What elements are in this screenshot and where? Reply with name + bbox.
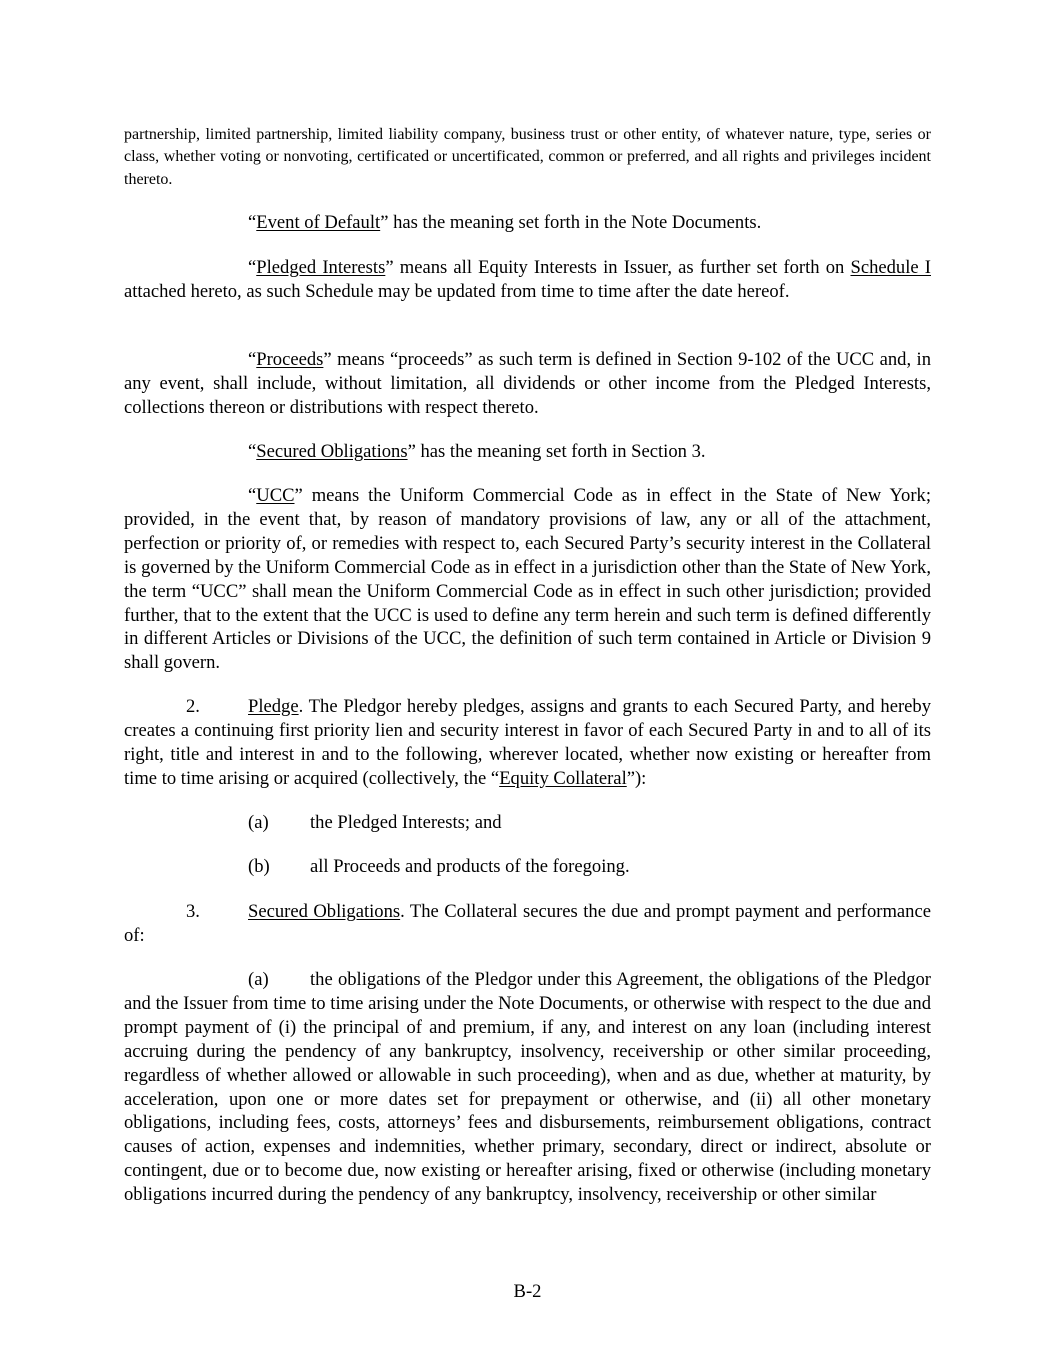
section-title: Secured Obligations <box>248 901 401 922</box>
defined-term: Proceeds <box>256 349 324 370</box>
definition-secured-obligations: “Secured Obligations” has the meaning set forth in Section 3. <box>248 441 706 462</box>
list-item: (b) all Proceeds and products of the foregoing. <box>248 856 630 877</box>
section-2-pledge: 2. Pledge. The Pledgor hereby pledges, assigns and grants to each Secured Party, and hereby creates a continuing first priority lien and security interest in favor of each Secured Party in and to all of its right, title and interest in and to the following, wherever located, whether now existing or hereafter from time to time arising or acquired (collectively, the “Equity Collateral”): <box>124 696 931 789</box>
definition-proceeds: “Proceeds” means “proceeds” as such term is defined in Section 9-102 of the UCC and, in any event, shall include, without limitation, all dividends or other income from the Pledged Interests, collections thereon or distributions with respect thereto. <box>124 349 931 418</box>
defined-term: Equity Collateral <box>499 767 627 789</box>
page-number: B-2 <box>513 1281 542 1302</box>
schedule-reference: Schedule I <box>850 257 931 278</box>
section-3-secured-obligations: 3. Secured Obligations. The Collateral secures the due and prompt payment and performance of: <box>124 901 931 946</box>
clause-label: (a) <box>248 969 269 990</box>
defined-term: UCC <box>256 485 295 506</box>
list-item: (a) the Pledged Interests; and <box>248 812 502 833</box>
definition-event-of-default: “Event of Default” has the meaning set forth in the Note Documents. <box>248 212 762 233</box>
defined-term: Secured Obligations <box>256 441 408 462</box>
defined-term: Event of Default <box>256 212 381 233</box>
section-title: Pledge <box>248 696 299 717</box>
section-3-clause-a: (a) the obligations of the Pledgor under this Agreement, the obligations of the Pledgor and the Issuer from time to time arising under the Note Documents, or otherwise with respect to the due and prompt payment of (i) the principal of and premium, if any, and interest on any loan (including interest accruing during the pendency of any bankruptcy, insolvency, receivership or other similar proceeding, regardless of whether allowed or allowable in such proceeding), when and as due, whether at maturity, by acceleration, upon one or more dates set for prepayment or otherwise, and (ii) all other monetary obligations, including fees, costs, attorneys’ fees and disbursements, reimbursement obligations, contract causes of action, expenses and indemnities, whether primary, secondary, direct or indirect, absolute or contingent, due or to become due, now existing or hereafter arising, fixed or otherwise (including monetary obligations incurred during the pendency of any bankruptcy, insolvency, receivership or other similar <box>124 969 931 1206</box>
section-number: 3. <box>186 901 200 922</box>
definition-ucc: “UCC” means the Uniform Commercial Code as in effect in the State of New York; provided, in the event that, by reason of mandatory provisions of law, any or all of the attachment, perfection or priority of, or remedies with respect to, each Secured Party’s security interest in the Collateral is governed by the Uniform Commercial Code as in effect in a jurisdiction other than the State of New York, the term “UCC” shall mean the Uniform Commercial Code as in effect in such other jurisdiction; provided further, that to the extent that the UCC is used to define any term herein and such term is defined differently in different Articles or Divisions of the UCC, the definition of such term contained in Article or Division 9 shall govern. <box>124 485 931 674</box>
defined-term: Pledged Interests <box>256 257 386 278</box>
intro-paragraph: partnership, limited partnership, limited liability company, business trust or other entity, of whatever nature, type, series or class, whether voting or nonvoting, certificated or uncertificated, common or preferred, and all rights and privileges incident thereto. <box>124 126 931 188</box>
section-number: 2. <box>186 696 200 717</box>
definition-pledged-interests: “Pledged Interests” means all Equity Interests in Issuer, as further set forth on Schedule I attached hereto, as such Schedule may be updated from time to time after the date hereof. <box>124 257 931 302</box>
